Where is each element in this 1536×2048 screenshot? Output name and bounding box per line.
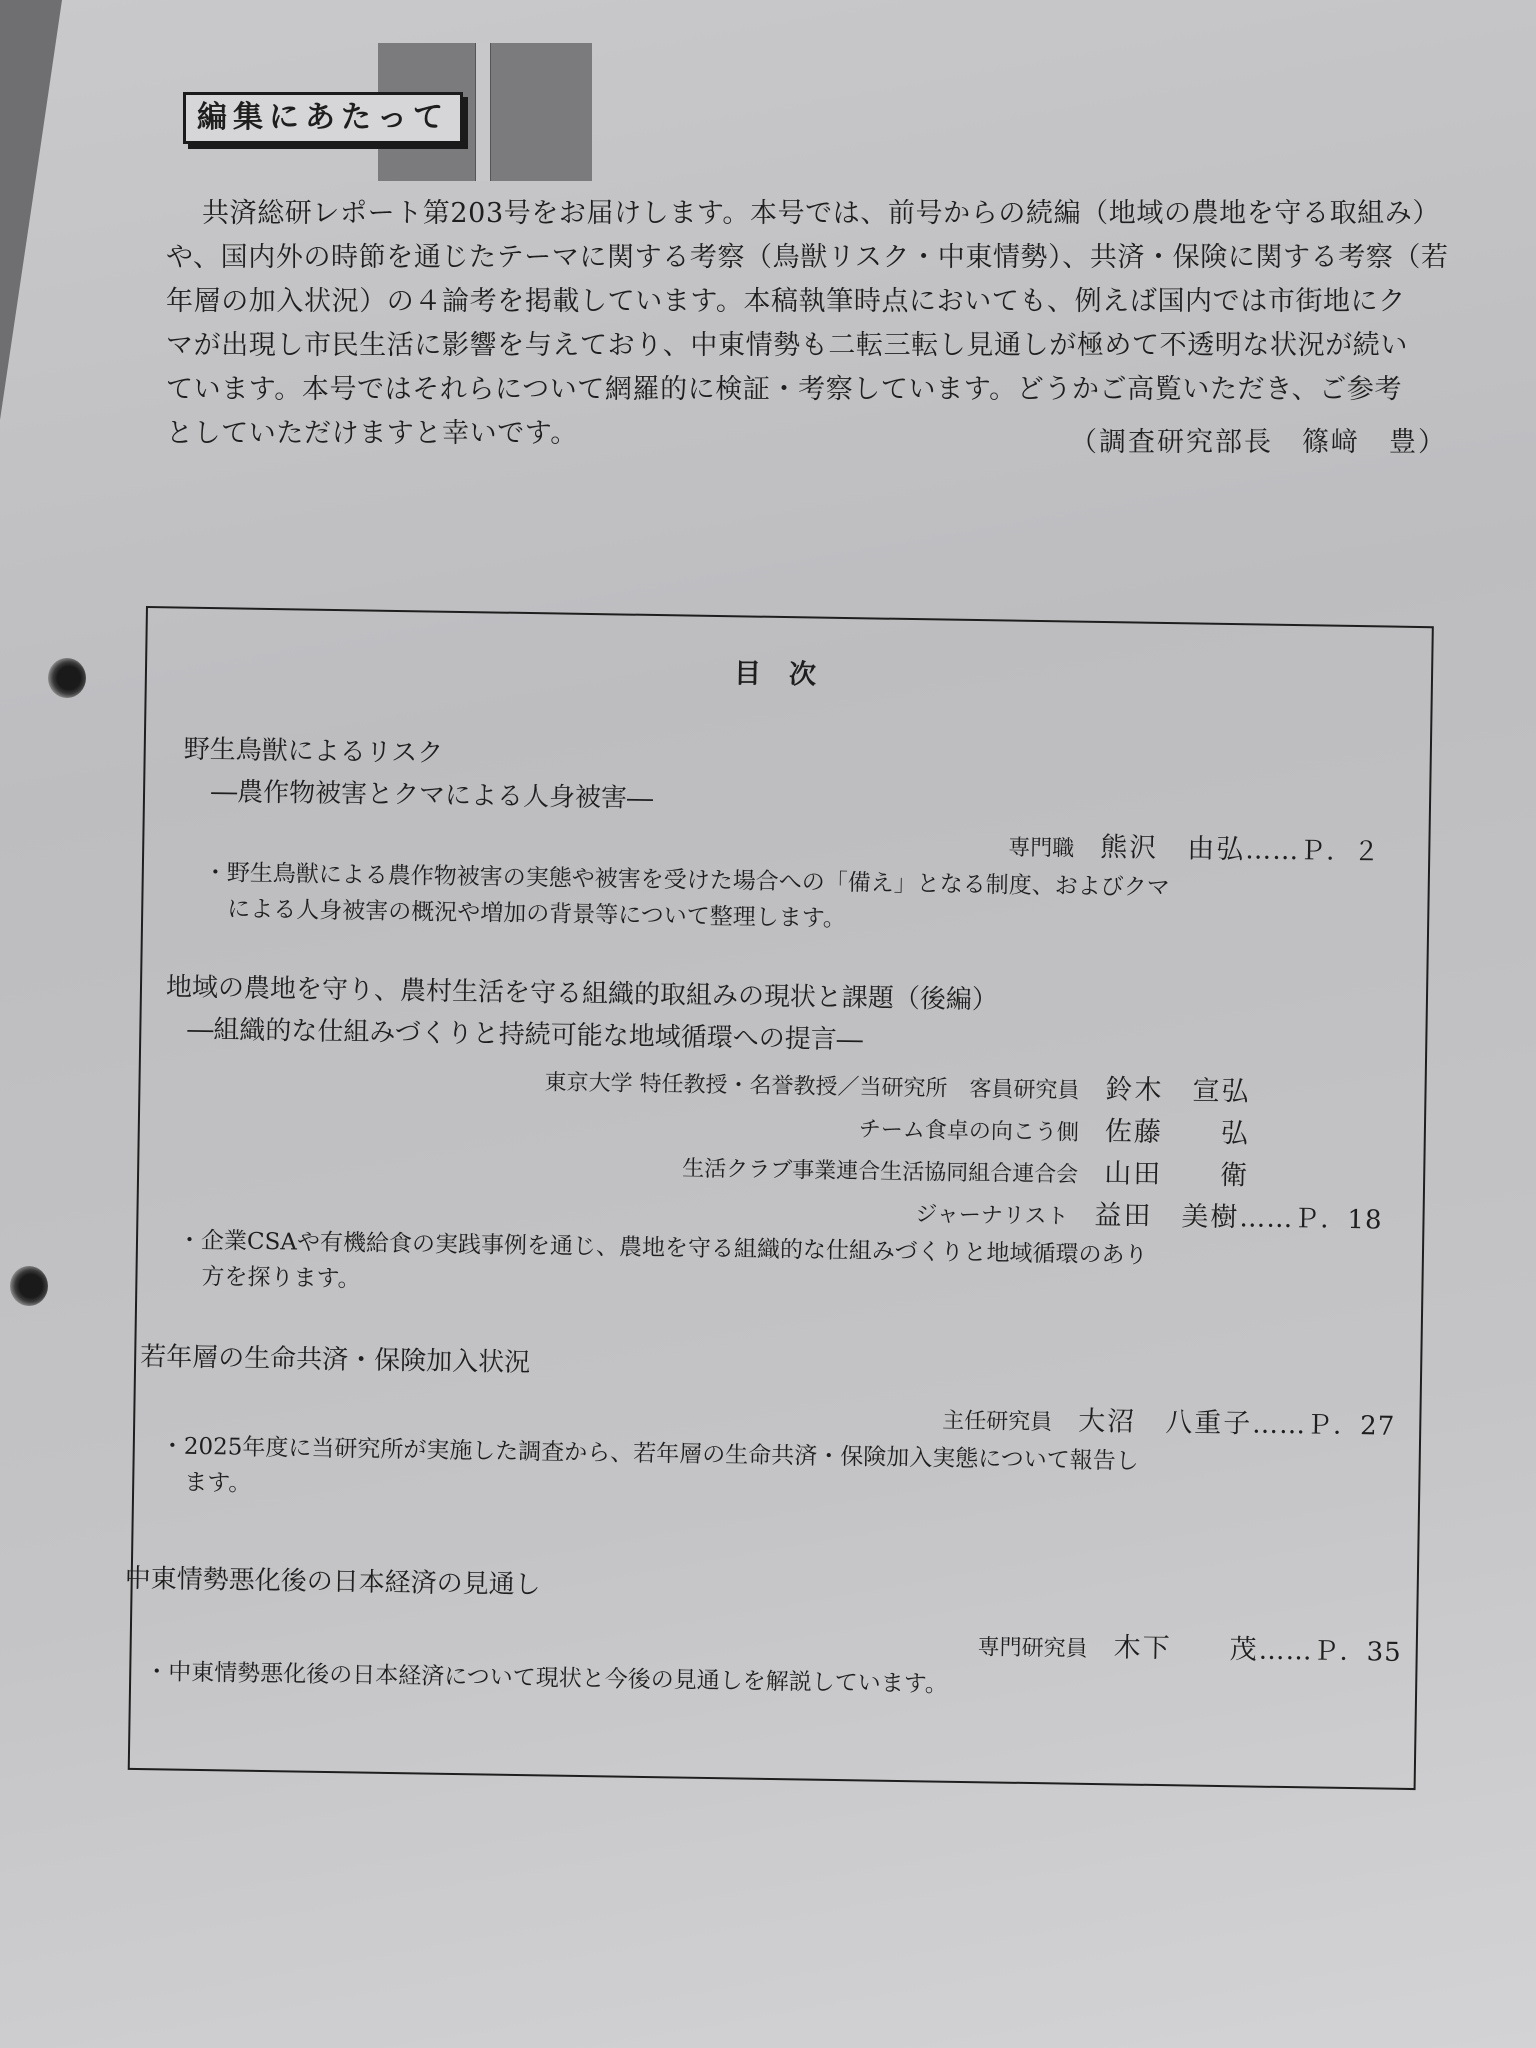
intro-line: マが出現し市民生活に影響を与えており、中東情勢も二転三転し見通しが極めて不透明な状況が続い	[166, 330, 1408, 361]
intro-paragraph	[166, 192, 1449, 456]
entry-description: ・企業CSAや有機給食の実践事例を通じ、農地を守る組織的な仕組みづくりと地域循環のあり 方を探ります。	[177, 1227, 1148, 1293]
toc-entry	[137, 1336, 1421, 1497]
entry-title: 若年層の生命共済・保険加入状況	[139, 1342, 531, 1379]
entry-author: 専門研究員 木下 茂……Ｐ．35	[977, 1632, 1402, 1668]
entry-author: 生活クラブ事業連合生活協同組合連合会 山田 衛	[682, 1156, 1250, 1192]
toc-entry	[146, 728, 1430, 933]
section-label: 編集にあたって	[183, 92, 463, 144]
toc-entry	[124, 1558, 1417, 1698]
entry-author: チーム食卓の向こう側 佐藤 弘	[858, 1116, 1251, 1150]
entry-description: ・2025年度に当研究所が実施した調査から、若年層の生命共済・保険加入実態について報告し ます。	[160, 1433, 1139, 1497]
book-spine	[475, 43, 491, 181]
entry-author: 東京大学 特任教授・名誉教授／当研究所 客員研究員 鈴木 宣弘	[544, 1070, 1251, 1108]
entry-author: 専門職 熊沢 由弘……Ｐ．２	[1008, 832, 1381, 868]
table-of-contents	[124, 606, 1434, 1790]
entry-subtitle: ―組織的な仕組みづくりと持続可能な地域循環への提言―	[187, 1014, 863, 1056]
entry-title: 野生鳥獣によるリスク	[183, 734, 444, 769]
toc-title: 目次	[733, 658, 845, 691]
intro-line: 年層の加入状況）の４論考を掲載しています。本稿執筆時点においても、例えば国内では市街地にク	[166, 286, 1406, 317]
entry-author: ジャーナリスト 益田 美樹……Ｐ．18	[915, 1199, 1383, 1236]
entry-title: 地域の農地を守り、農村生活を守る組織的取組みの現状と課題（後編）	[165, 972, 999, 1016]
punch-hole-top	[48, 658, 86, 698]
entry-author: 主任研究員 大沼 八重子……Ｐ．27	[941, 1405, 1396, 1442]
entry-description: ・中東情勢悪化後の日本経済について現状と今後の見通しを解説しています。	[145, 1659, 949, 1698]
intro-line: としていただけますと幸いです。	[166, 418, 578, 449]
entry-title: 中東情勢悪化後の日本経済の見通し	[124, 1563, 541, 1601]
toc-entry	[142, 966, 1426, 1293]
entry-description: ・野生鳥獣による農作物被害の実態や被害を受けた場合への「備え」となる制度、およびクマ による人身被害の概況や増加の背景等について整理します。	[203, 859, 1170, 933]
intro-line: ています。本号ではそれらについて網羅的に検証・考察しています。どうかご高覧いただき、ご参考	[166, 374, 1403, 405]
punch-hole-bottom	[10, 1266, 48, 1306]
entry-subtitle: ―農作物被害とクマによる人身被害―	[210, 777, 654, 814]
intro-line: 共済総研レポート第203号をお届けします。本号では、前号からの続編（地域の農地を守る取組み）	[202, 198, 1440, 229]
intro-line: や、国内外の時節を通じたテーマに関する考察（鳥獣リスク・中東情勢）、共済・保険に関する考察（若	[166, 242, 1449, 273]
signature: （調査研究部長 篠﨑 豊）	[1070, 427, 1447, 458]
